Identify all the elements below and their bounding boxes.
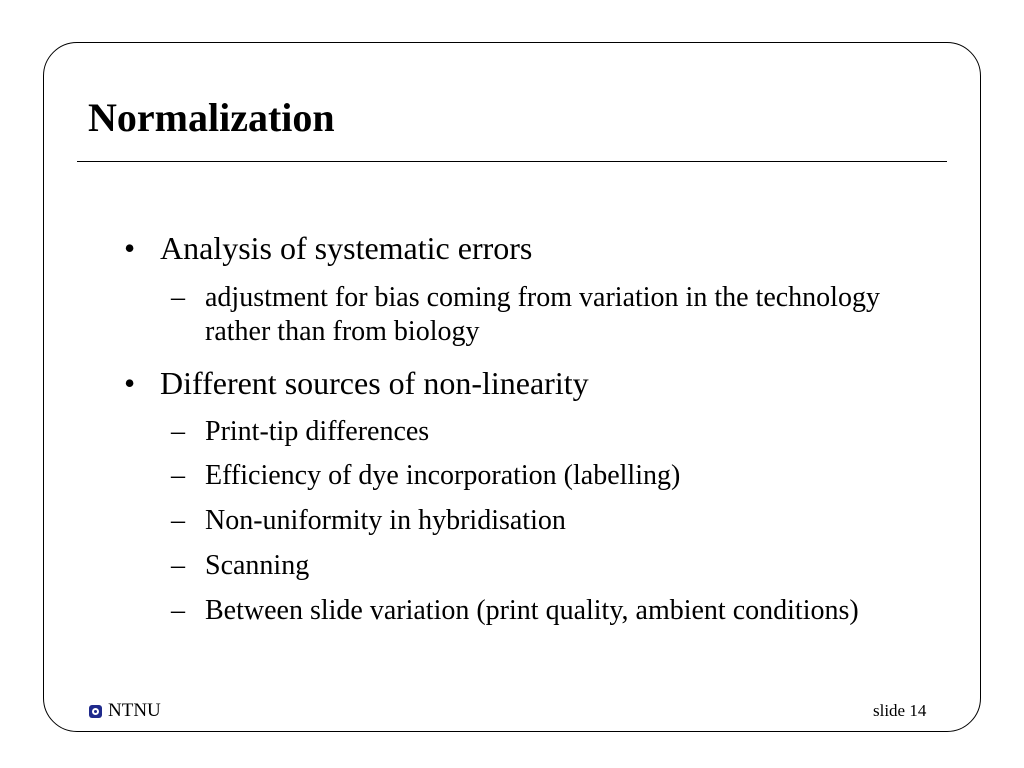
ntnu-logo-icon — [89, 705, 102, 718]
slide-title: Normalization — [88, 95, 335, 140]
sub-bullet-text: adjustment for bias coming from variation in the technology rather than from biology — [205, 282, 880, 347]
dash-marker: – — [171, 460, 185, 491]
dash-marker: – — [171, 282, 185, 313]
ntnu-logo — [89, 700, 161, 722]
dash-marker: – — [171, 505, 185, 536]
logo-text: NTNU — [108, 700, 161, 721]
bullet-marker: • — [124, 365, 136, 401]
bullet-text: Different sources of non-linearity — [160, 365, 589, 401]
sub-bullet-text: Between slide variation (print quality, ambient conditions) — [205, 595, 859, 626]
sub-bullet-text: Scanning — [205, 550, 310, 581]
sub-bullet-text: Efficiency of dye incorporation (labelling) — [205, 460, 681, 491]
dash-marker: – — [171, 595, 185, 626]
bullet-marker: • — [124, 230, 136, 266]
sub-bullet-text: Non-uniformity in hybridisation — [205, 505, 566, 536]
dash-marker: – — [171, 550, 185, 581]
dash-marker: – — [171, 416, 185, 447]
slide-number: slide 14 — [873, 701, 927, 720]
sub-bullet-text: Print-tip differences — [205, 416, 430, 447]
bullet-text: Analysis of systematic errors — [160, 230, 533, 266]
